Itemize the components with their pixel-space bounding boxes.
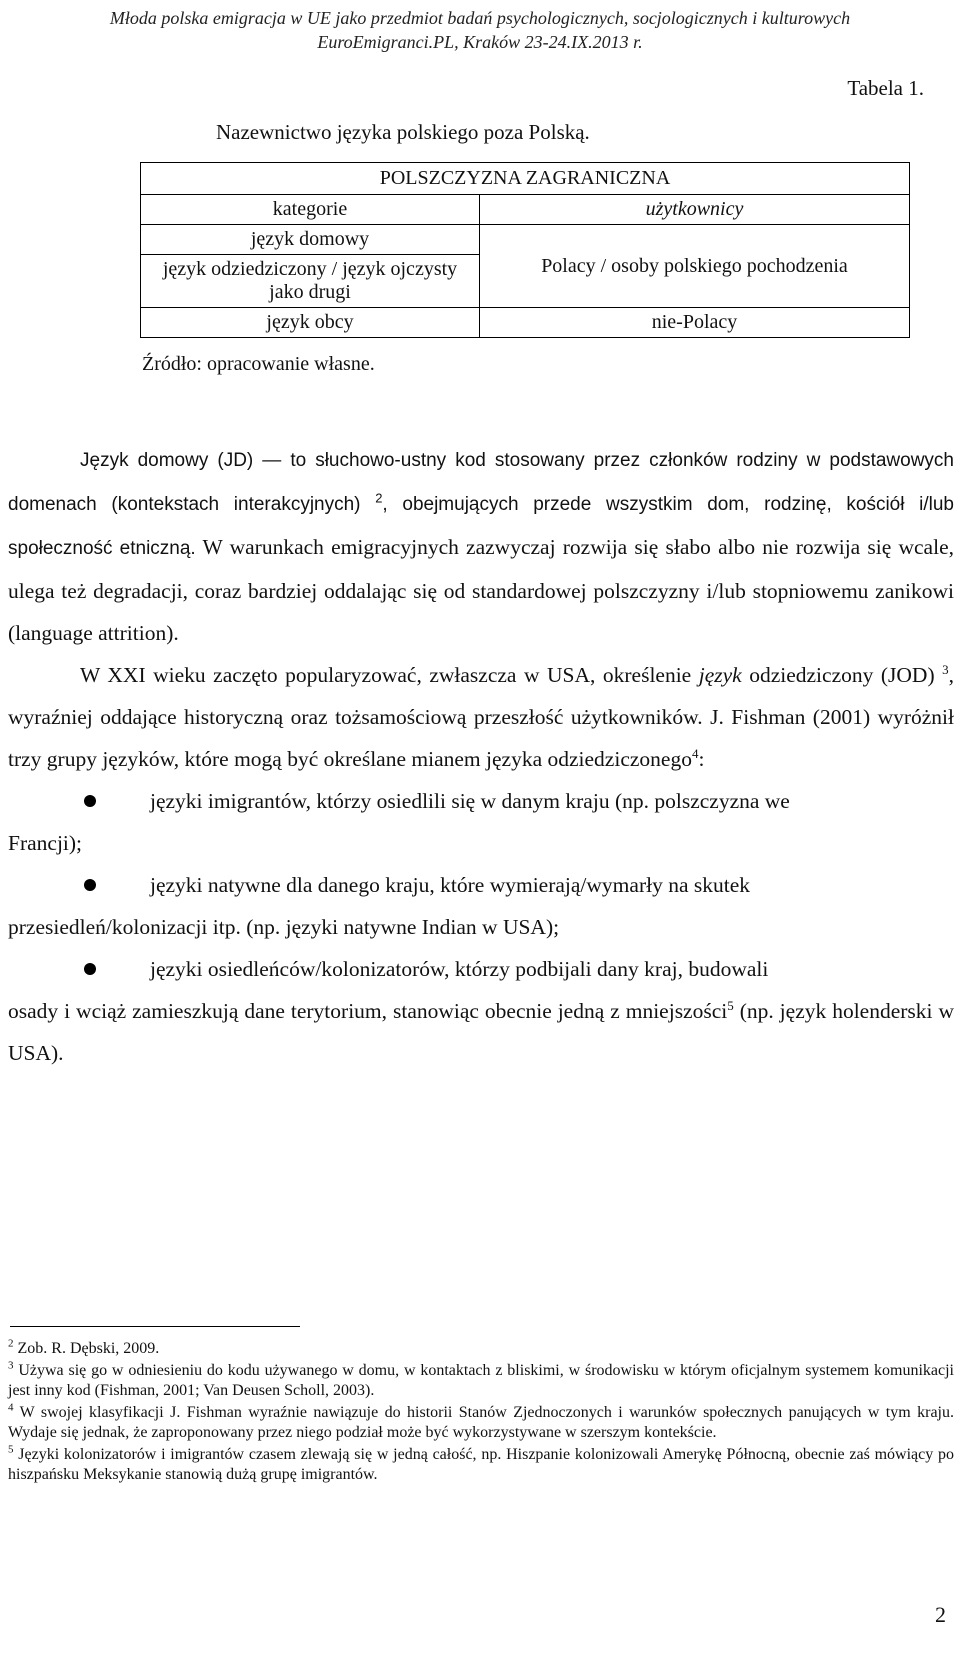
page-number: 2 — [935, 1602, 946, 1627]
list-item-continuation: osady i wciąż zamieszkują dane terytorium, stanowiąc obecnie jedną z mniejszości$^5$ (np. język holenderski w USA). — [8, 997, 954, 1065]
list-item-continuation: przesiedleń/kolonizacji itp. (np. języki natywne Indian w USA); — [8, 915, 560, 939]
table-row — [141, 308, 910, 338]
footnote-ref: 4 — [691, 745, 699, 761]
list-item-continuation: Francji); — [8, 831, 83, 855]
footnote-ref: 2 — [375, 490, 383, 506]
bullet-icon — [84, 795, 96, 807]
table-row — [141, 225, 910, 255]
table-heading: POLSZCZYZNA ZAGRANICZNA — [141, 163, 910, 195]
footnote: $^5$ Języki kolonizatorów i imigrantów czasem zlewają się w jedną całość, np. Hiszpanie kolonizowali Amerykę Północną, obecnie zaś mówiący po hiszpańsku Meksykanie stanowią dużą grupę imigrantów. — [8, 1443, 954, 1483]
table-label: Tabela 1. — [847, 76, 924, 100]
table-header-row — [141, 195, 910, 225]
footnote: $^4$ W swojej klasyfikacji J. Fishman wyraźnie nawiązuje do historii Stanów Zjednoczonych i warunków społecznych panujących w tym kraju. Wydaje się jednak, że zaproponowany przez niego podział może być wykorzystywane w szerszym kontekście. — [8, 1401, 954, 1441]
running-header — [0, 6, 960, 54]
footnote: $^2$ Zob. R. Dębski, 2009. — [8, 1337, 160, 1357]
column-header-categories: kategorie — [141, 195, 480, 225]
list-item: języki natywne dla danego kraju, które wymierają/wymarły na skutek — [8, 864, 954, 906]
category-cell: język odziedziczony / język ojczysty jako drugi — [141, 255, 480, 308]
body-text — [8, 438, 954, 1074]
bullet-icon — [84, 963, 96, 975]
table-title: Nazewnictwo języka polskiego poza Polską. — [216, 120, 590, 144]
paragraph-1: Język domowy (JD) — to słuchowo-ustny kod stosowany przez członków rodziny w podstawowych domenach (kontekstach interakcyjnych) $^2$, obejmujących przede wszystkim dom, rodzinę, kościół i/lub społeczność etniczną. W warunkach emigracyjnych zazwyczaj rozwija się słabo albo nie rozwija się wcale, ulega też degradacji, coraz bardziej oddalając się od standardowej polszczyzny i/lub stopniowemu zanikowi (language attrition). — [8, 450, 954, 645]
list-item: języki osiedleńców/kolonizatorów, którzy podbijali dany kraj, budowali — [8, 948, 954, 990]
footnote-ref: 5 — [727, 997, 734, 1013]
list-item: języki imigrantów, którzy osiedlili się w danym kraju (np. polszczyzna we — [8, 780, 954, 822]
category-cell: język obcy — [141, 308, 480, 338]
bullet-icon — [84, 879, 96, 891]
table-source: Źródło: opracowanie własne. — [142, 353, 375, 375]
term-italic: język — [698, 663, 742, 687]
footnotes — [8, 1339, 954, 1487]
users-cell: nie-Polacy — [480, 308, 910, 338]
users-cell: Polacy / osoby polskiego pochodzenia — [480, 225, 910, 308]
terminology-table — [140, 162, 910, 338]
footnote-ref: 3 — [942, 661, 949, 677]
table-heading-row — [141, 163, 910, 195]
footnote: $^3$ Używa się go w odniesieniu do kodu używanego w domu, w kontaktach z bliskimi, w środowisku w którym oficjalnym systemem komunikacji jest inny kod (Fishman, 2001; Van Deusen Scholl, 2003). — [8, 1359, 954, 1399]
footnote-separator — [10, 1326, 300, 1327]
category-cell: język domowy — [141, 225, 480, 255]
column-header-users: użytkownicy — [480, 195, 910, 225]
paragraph-2: W XXI wieku zaczęto popularyzować, zwłaszcza w USA, określenie język odziedziczony (JOD) $^3$, wyraźniej oddające historyczną oraz tożsamościową przeszłość użytkowników. J. Fishman (2001) wyróżnił trzy grupy języków, które mogą być określane mianem języka odziedziczonego$^4$: — [8, 661, 954, 771]
em-dash: — — [262, 450, 282, 471]
header-line-1: Młoda polska emigracja w UE jako przedmiot badań psychologicznych, socjologicznych i kulturowych — [109, 8, 851, 28]
header-line-2: EuroEmigranci.PL, Kraków 23-24.IX.2013 r. — [317, 32, 643, 52]
